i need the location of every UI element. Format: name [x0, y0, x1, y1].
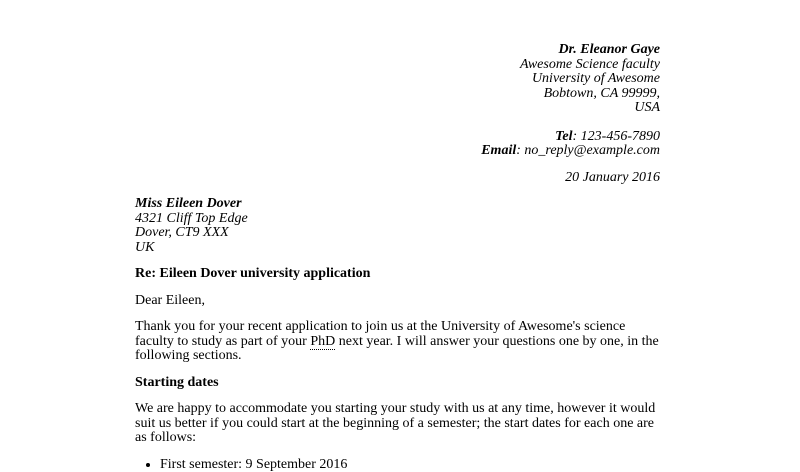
sender-address-block	[135, 43, 660, 116]
letter-subject: Re: Eileen Dover university application	[135, 267, 660, 282]
letter-date: 20 January 2016	[135, 171, 660, 186]
sender-address-line: Bobtown, CA 99999,	[135, 87, 660, 102]
phd-abbreviation[interactable]: PhD	[310, 334, 335, 350]
recipient-name: Miss Eileen Dover	[135, 197, 660, 212]
sender-phone	[135, 130, 660, 145]
sender-address-line: University of Awesome	[135, 72, 660, 87]
sender-contact-block	[135, 130, 660, 159]
recipient-address-line: UK	[135, 241, 660, 256]
email-label: Email	[481, 143, 516, 158]
recipient-address-line: Dover, CT9 XXX	[135, 226, 660, 241]
letter-document	[135, 0, 660, 472]
recipient-address-line: 4321 Cliff Top Edge	[135, 212, 660, 227]
recipient-address-block	[135, 197, 660, 255]
section-heading-starting-dates: Starting dates	[135, 376, 660, 391]
start-dates-list	[135, 458, 660, 472]
email-value: : no_reply@example.com	[516, 143, 660, 158]
sender-address-line: Awesome Science faculty	[135, 58, 660, 73]
intro-text-start: Thank you for your recent application to join us at the University of Awesome's science faculty to study as part of your	[135, 319, 625, 349]
list-item: • First semester: 9 September 2016	[160, 458, 660, 472]
sender-name: Dr. Eleanor Gaye	[135, 43, 660, 58]
starting-dates-paragraph: We are happy to accommodate you starting your study with us at any time, however it would suit us better if you could start at the beginning of a semester; the start dates for each one are as follows:	[135, 402, 660, 446]
intro-paragraph	[135, 320, 660, 364]
sender-address-line: USA	[135, 101, 660, 116]
phone-value: : 123-456-7890	[573, 129, 661, 144]
sender-email	[135, 144, 660, 159]
letter-greeting: Dear Eileen,	[135, 294, 660, 309]
phone-label: Tel	[555, 129, 572, 144]
intro-text-end: next year. I will answer your questions one by one, in the following sections.	[135, 334, 659, 364]
